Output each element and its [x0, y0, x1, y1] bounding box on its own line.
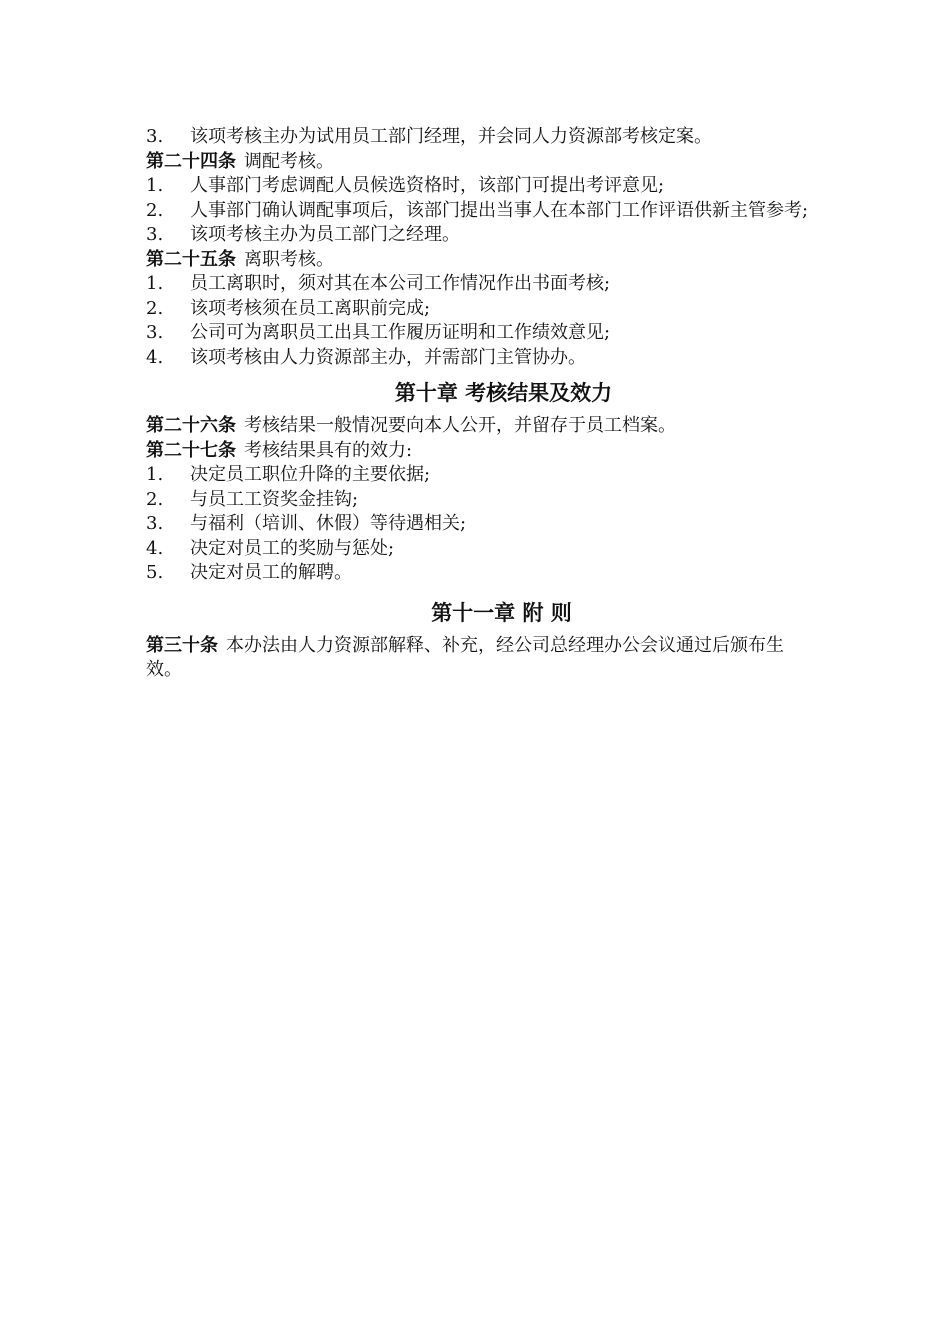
list-item — [146, 199, 811, 224]
chapter-11-heading: 第十一章 附 则 — [431, 600, 572, 625]
article-title: 第二十五条 — [146, 248, 236, 270]
item-number: 3. — [146, 513, 164, 534]
item-number: 4. — [146, 537, 164, 559]
item-number: 5. — [146, 562, 164, 583]
article-title: 第二十七条 — [146, 439, 236, 461]
item-number: 2. — [146, 488, 164, 510]
article-title: 第三十条 — [146, 634, 218, 656]
document-body — [146, 125, 811, 683]
item-number: 4. — [146, 346, 164, 368]
list-item — [146, 463, 811, 488]
item-number: 1. — [146, 175, 164, 196]
article-25 — [146, 248, 811, 273]
item-number: 3. — [146, 126, 164, 147]
article-26 — [146, 414, 811, 439]
item-number: 2. — [146, 297, 164, 319]
item-number: 3. — [146, 322, 164, 343]
item-number: 1. — [146, 464, 164, 485]
item-text: 该项考核主办为员工部门之经理。 — [190, 224, 460, 245]
list-item — [146, 297, 811, 322]
list-item — [146, 488, 811, 513]
article-text: 离职考核。 — [244, 248, 334, 270]
item-number: 1. — [146, 273, 164, 294]
list-item — [146, 512, 811, 537]
article-text: 本办法由人力资源部解释、补充，经公司总经理办公会议通过后颁布生效。 — [146, 634, 784, 680]
list-item — [146, 321, 811, 346]
article-text: 调配考核。 — [244, 150, 334, 172]
article-24 — [146, 150, 811, 175]
item-number: 2. — [146, 199, 164, 221]
item-text: 人事部门考虑调配人员候选资格时，该部门可提出考评意见; — [190, 175, 665, 196]
article-27 — [146, 439, 811, 464]
item-text: 公司可为离职员工出具工作履历证明和工作绩效意见; — [190, 322, 611, 343]
item-text: 决定对员工的奖励与惩处; — [190, 537, 395, 559]
article-title: 第二十四条 — [146, 150, 236, 172]
item-text: 人事部门确认调配事项后，该部门提出当事人在本部门工作评语供新主管参考; — [190, 199, 809, 221]
list-item — [146, 561, 811, 586]
article-30 — [146, 634, 811, 683]
item-text: 该项考核主办为试用员工部门经理，并会同人力资源部考核定案。 — [190, 126, 712, 147]
item-text: 与福利（培训、休假）等待遇相关; — [190, 513, 467, 534]
item-number: 3. — [146, 224, 164, 245]
article-title: 第二十六条 — [146, 415, 236, 436]
item-text: 员工离职时，须对其在本公司工作情况作出书面考核; — [190, 273, 611, 294]
chapter-10-heading: 第十章 考核结果及效力 — [394, 381, 613, 405]
list-item — [146, 537, 811, 562]
list-item — [146, 174, 811, 199]
list-item — [146, 346, 811, 371]
list-item — [146, 125, 811, 150]
list-item — [146, 272, 811, 297]
item-text: 决定员工职位升降的主要依据; — [190, 464, 431, 485]
article-text: 考核结果一般情况要向本人公开，并留存于员工档案。 — [244, 415, 676, 436]
item-text: 决定对员工的解聘。 — [190, 562, 352, 583]
item-text: 该项考核由人力资源部主办，并需部门主管协办。 — [190, 346, 586, 368]
list-item — [146, 223, 811, 248]
article-text: 考核结果具有的效力: — [244, 439, 413, 461]
item-text: 该项考核须在员工离职前完成; — [190, 297, 431, 319]
item-text: 与员工工资奖金挂钩; — [190, 488, 359, 510]
